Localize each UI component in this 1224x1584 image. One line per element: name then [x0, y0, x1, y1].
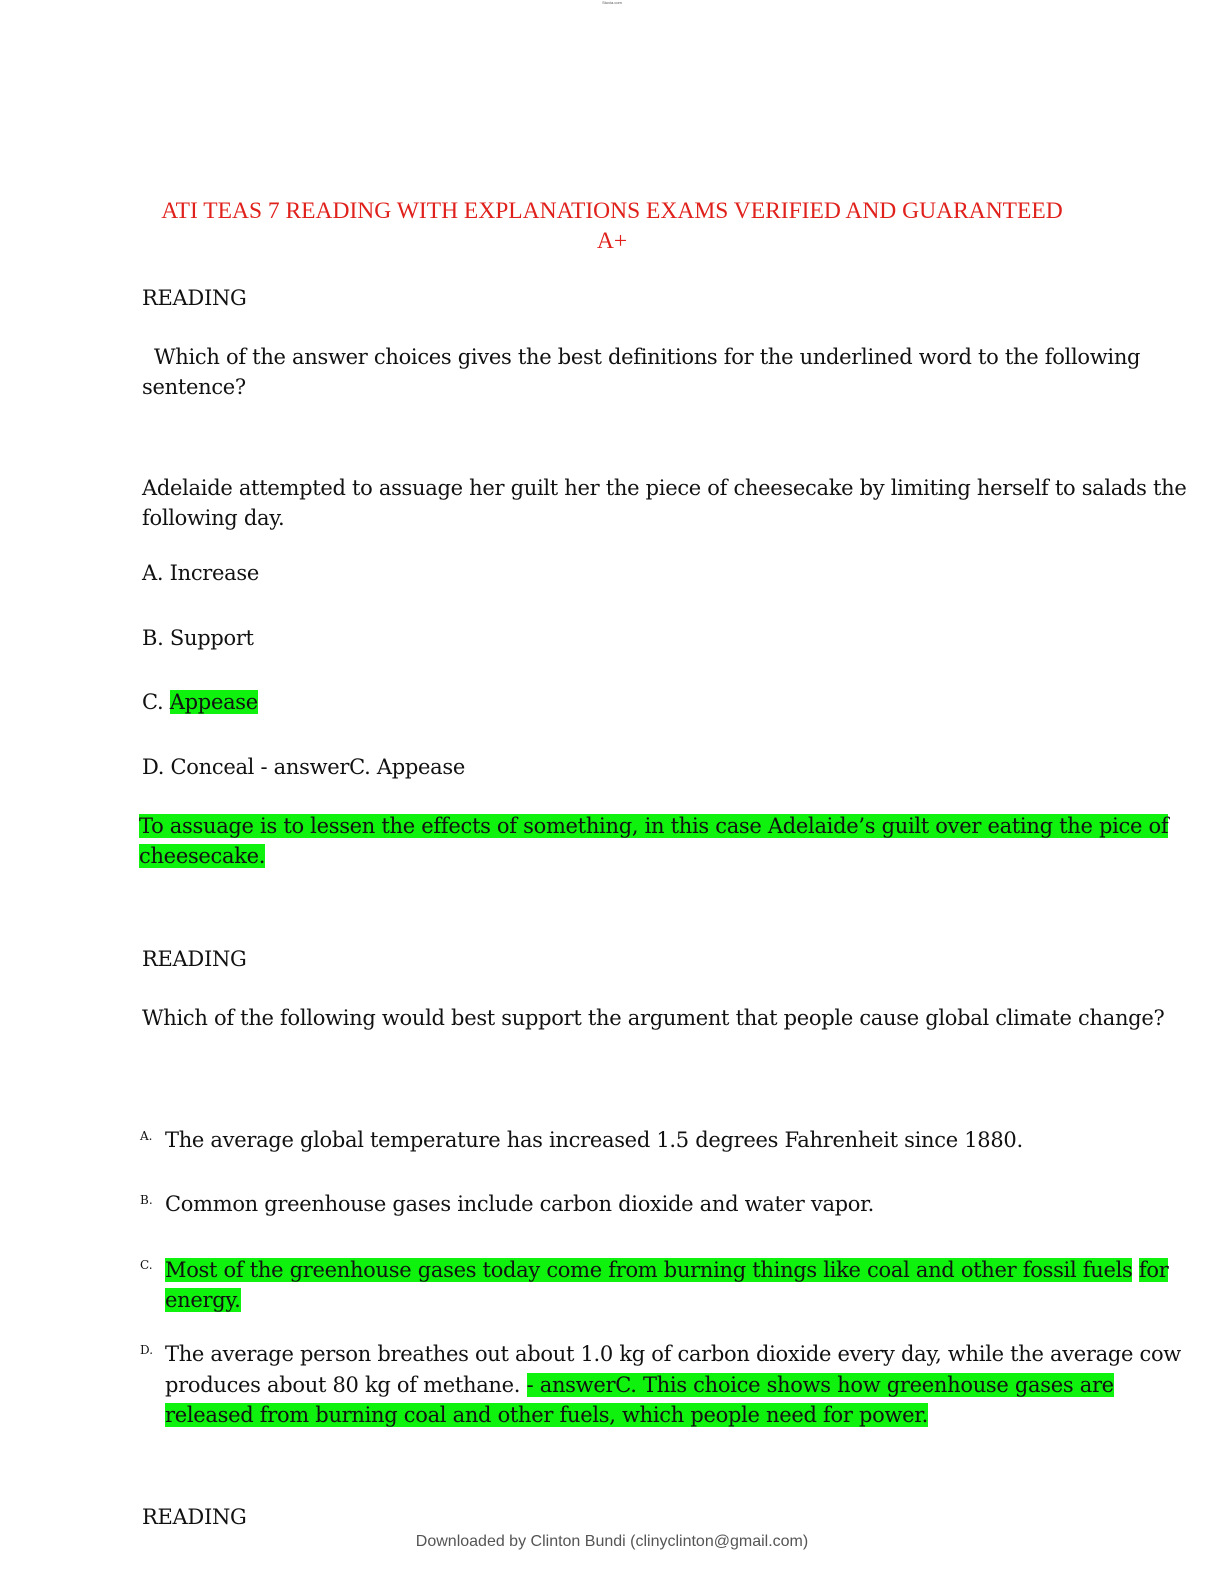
q1-sentence-line-1: Adelaide attempted to assuage her guilt her the piece of cheesecake by limiting herself to salads the — [142, 476, 1187, 500]
q2-option-c-line-2 — [165, 1285, 241, 1315]
q1-option-c-letter: C. — [142, 690, 164, 714]
q2-option-c-line-1a: Most of the greenhouse gases today come from burning things like coal and other fossil fuels — [165, 1258, 1133, 1282]
q1-explanation-line-2-text: cheesecake. — [139, 844, 266, 868]
q1-prompt-line-2: sentence? — [142, 375, 246, 399]
q2-answer-line-1: - answerC. This choice shows how greenhouse gases are — [526, 1373, 1114, 1397]
q1-explanation-line-1-text: To assuage is to lessen the effects of something, in this case Adelaide’s guilt over eating the pice of — [139, 814, 1169, 838]
q2-option-a-text: The average global temperature has increased 1.5 degrees Fahrenheit since 1880. — [165, 1128, 1023, 1152]
q2-option-d-letter: D. — [140, 1343, 154, 1357]
q1-explanation-line-2 — [139, 841, 265, 871]
section-heading-2: READING — [142, 947, 247, 971]
q2-option-d-line-1: The average person breathes out about 1.0 kg of carbon dioxide every day, while the average cow — [165, 1342, 1181, 1366]
q2-option-d-line-2 — [165, 1370, 1114, 1400]
section-heading-1: READING — [142, 286, 247, 310]
q2-answer-line-2-wrap — [165, 1400, 928, 1430]
q2-option-c-line-2-text: energy. — [165, 1288, 241, 1312]
download-footer: Downloaded by Clinton Bundi (clinyclinton@gmail.com) — [415, 1533, 809, 1550]
q2-option-c-line-1 — [165, 1255, 1168, 1285]
q1-option-d: D. Conceal - answerC. Appease — [142, 755, 465, 779]
q1-option-b: B. Support — [142, 626, 254, 650]
q2-option-d-line-2-text: produces about 80 kg of methane. — [165, 1373, 521, 1397]
title-line-1: ATI TEAS 7 READING WITH EXPLANATIONS EXAMS VERIFIED AND GUARANTEED — [161, 198, 1063, 224]
q1-prompt-line-1: Which of the answer choices gives the best definitions for the underlined word to the following — [154, 345, 1141, 369]
q2-option-a-letter: A. — [140, 1129, 153, 1143]
q1-option-c-text: Appease — [169, 690, 258, 714]
document-title — [130, 196, 1094, 256]
q1-sentence-line-2: following day. — [142, 506, 285, 530]
q2-option-c-line-1b: for — [1138, 1258, 1169, 1282]
q2-option-b-text: Common greenhouse gases include carbon dioxide and water vapor. — [165, 1192, 874, 1216]
q1-explanation-line-1 — [139, 811, 1168, 841]
q1-option-c — [142, 687, 258, 717]
q2-prompt: Which of the following would best support the argument that people cause global climate change? — [142, 1006, 1165, 1030]
header-stamp: Stuvia.com — [602, 0, 622, 5]
q1-option-a: A. Increase — [142, 561, 259, 585]
section-heading-3: READING — [142, 1505, 247, 1529]
q2-option-b-letter: B. — [140, 1193, 153, 1207]
q2-option-c-letter: C. — [140, 1258, 153, 1272]
q2-answer-line-2: released from burning coal and other fuels, which people need for power. — [165, 1403, 929, 1427]
title-line-2: A+ — [596, 228, 628, 254]
